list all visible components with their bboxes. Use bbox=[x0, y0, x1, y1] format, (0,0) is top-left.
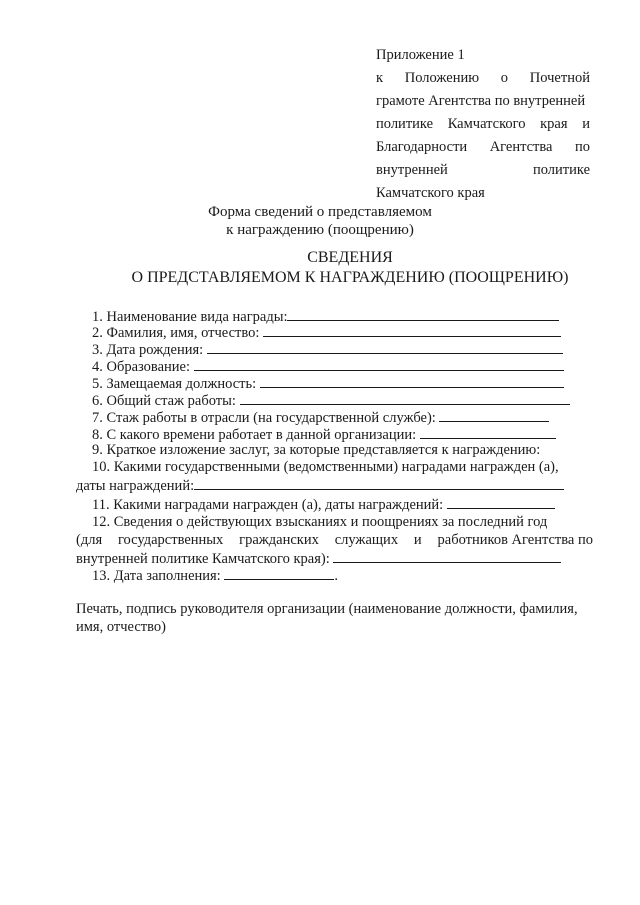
appendix-line-5: Благодарности Агентства по bbox=[376, 139, 590, 155]
blank-line[interactable] bbox=[287, 306, 559, 321]
field-fill-date: 13. Дата заполнения: . bbox=[92, 565, 338, 585]
blank-line[interactable] bbox=[263, 322, 561, 337]
field-birth-date: 3. Дата рождения: bbox=[92, 339, 563, 359]
field-state-awards: 10. Какими государственными (ведомственными) наградами награжден (а), bbox=[92, 459, 559, 475]
appendix-line-3: грамоте Агентства по внутренней bbox=[376, 93, 586, 109]
field-industry-experience: 7. Стаж работы в отрасли (на государственной службе): bbox=[92, 407, 549, 427]
blank-line[interactable] bbox=[447, 494, 555, 509]
blank-line[interactable] bbox=[420, 424, 556, 439]
blank-line[interactable] bbox=[240, 390, 570, 405]
blank-line[interactable] bbox=[333, 548, 561, 563]
field-award-type: 1. Наименование вида награды: bbox=[92, 306, 559, 326]
blank-line[interactable] bbox=[207, 339, 563, 354]
appendix-line-4: политике Камчатского края и bbox=[376, 116, 590, 132]
document-subtitle: О ПРЕДСТАВЛЯЕМОМ К НАГРАЖДЕНИЮ (ПООЩРЕНИЮ) bbox=[131, 269, 569, 286]
form-note-line-2: к награждению (поощрению) bbox=[226, 222, 414, 238]
field-penalties-incentives-line-2: (для государственных гражданских служащих и работников Агентства по bbox=[76, 532, 593, 548]
field-penalties-incentives: 12. Сведения о действующих взысканиях и поощрениях за последний год bbox=[92, 514, 548, 530]
blank-line[interactable] bbox=[260, 373, 564, 388]
blank-line[interactable] bbox=[439, 407, 549, 422]
form-note-line-1: Форма сведений о представляемом bbox=[208, 204, 432, 220]
field-penalties-incentives-line-3: внутренней политике Камчатского края): bbox=[76, 548, 561, 568]
field-other-awards: 11. Какими наградами награжден (а), даты награждений: bbox=[92, 494, 555, 514]
appendix-block bbox=[376, 44, 590, 205]
document-title: СВЕДЕНИЯ bbox=[307, 249, 393, 266]
signature-note-line-1: Печать, подпись руководителя организации (наименование должности, фамилия, bbox=[76, 601, 578, 617]
field-position: 5. Замещаемая должность: bbox=[92, 373, 564, 393]
appendix-line-7: Камчатского края bbox=[376, 185, 485, 201]
blank-line[interactable] bbox=[224, 565, 334, 580]
blank-line[interactable] bbox=[194, 475, 564, 490]
field-state-awards-dates: даты награждений: bbox=[76, 475, 564, 495]
appendix-title: Приложение 1 bbox=[376, 47, 465, 63]
blank-line[interactable] bbox=[194, 356, 564, 371]
field-full-name: 2. Фамилия, имя, отчество: bbox=[92, 322, 561, 342]
appendix-line-6: внутренней политике bbox=[376, 162, 590, 178]
appendix-line-2: к Положению о Почетной bbox=[376, 70, 590, 86]
signature-note-line-2: имя, отчество) bbox=[76, 619, 166, 635]
field-work-since: 8. С какого времени работает в данной организации: bbox=[92, 424, 556, 444]
field-total-experience: 6. Общий стаж работы: bbox=[92, 390, 570, 410]
field-merits-summary: 9. Краткое изложение заслуг, за которые представляется к награждению: bbox=[92, 442, 541, 458]
field-education: 4. Образование: bbox=[92, 356, 564, 376]
